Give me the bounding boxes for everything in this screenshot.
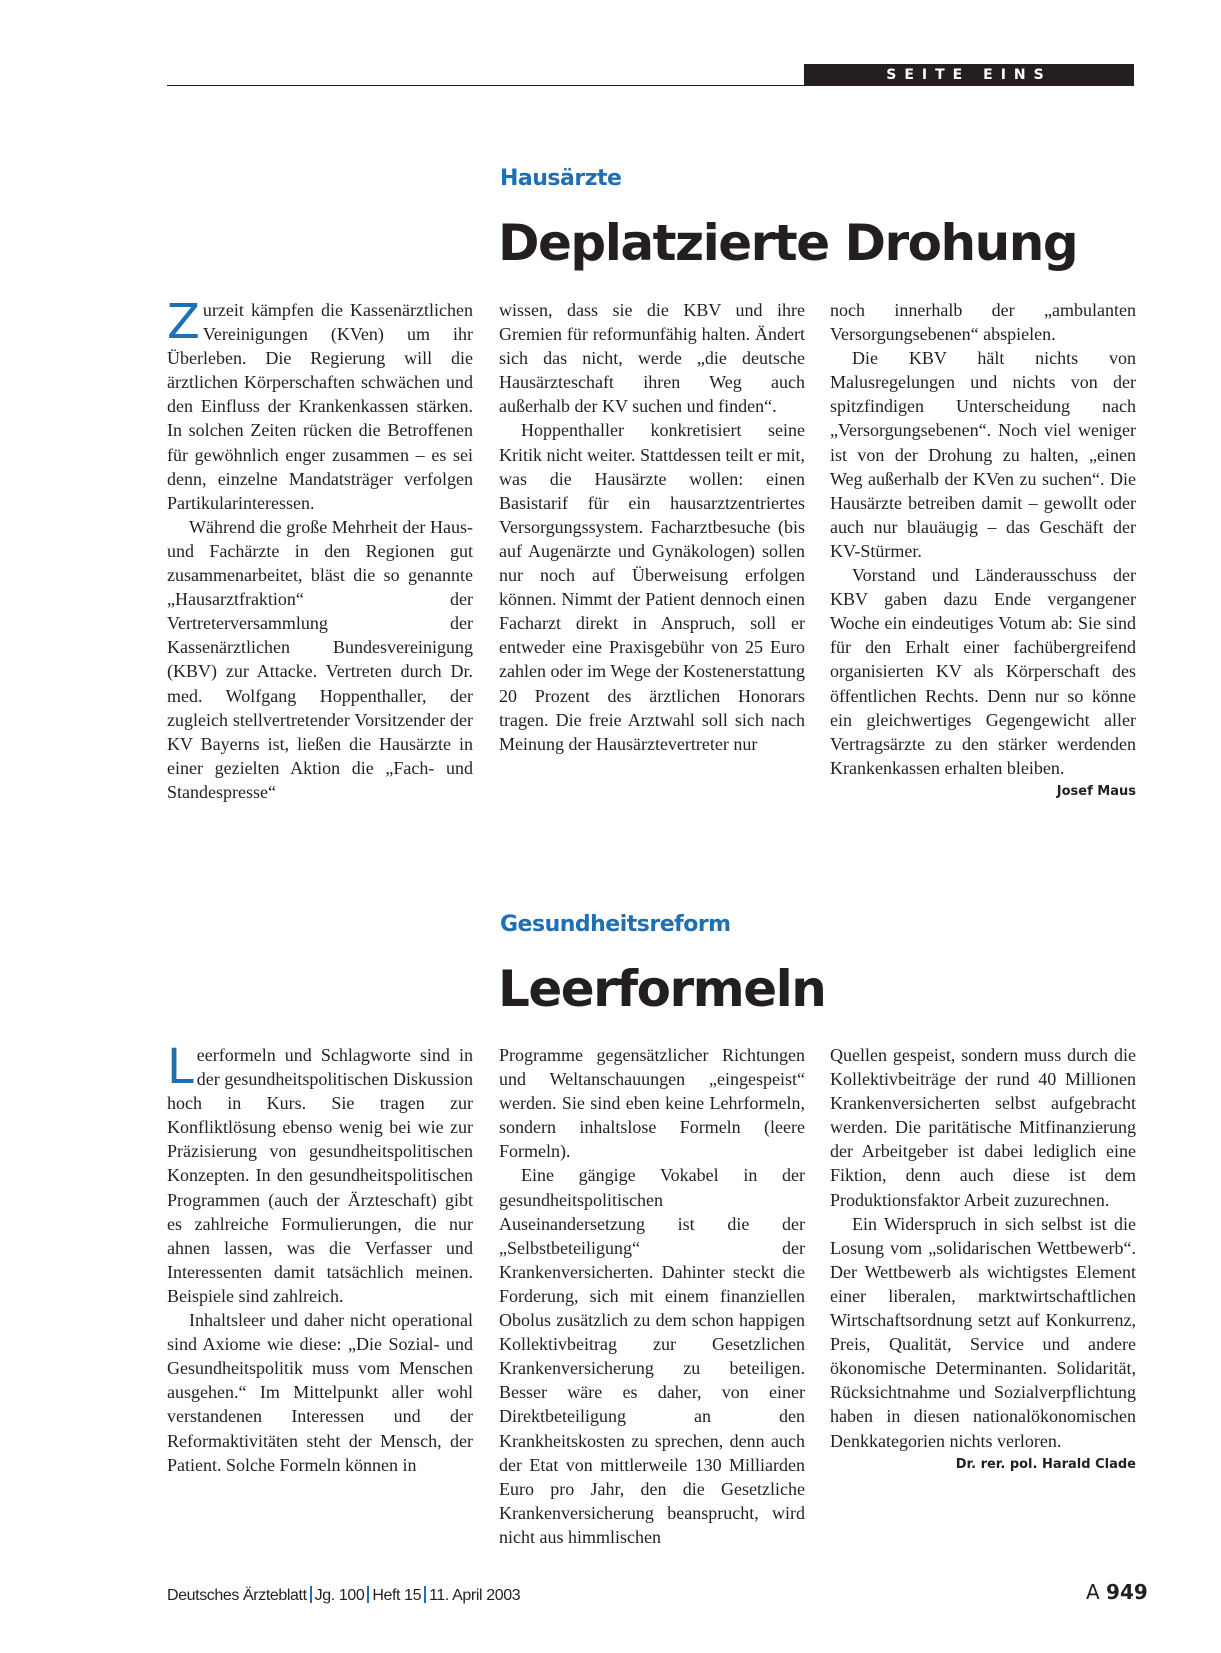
article2-col1-para2: Inhaltsleer und daher nicht operational sind Axiome wie diese: „Die Sozial- und Gesundheitspolitik muss vom Menschen ausgehen.“ Im Mittelpunkt aller wohl verstandenen Interessen und der Reformaktivitäten steht der Mensch, der Patient. Solche Formeln können in	[167, 1310, 473, 1475]
article2-dropcap: L	[167, 1039, 194, 1095]
article2-col1-para1: eerformeln und Schlagworte sind in der gesundheitspolitischen Diskussion hoch in Kurs. Sie tragen zur Konfliktlösung ebenso wenig bei wie zur Präzisierung von gesundheitspolitischen Konzepten. In den gesundheitspolitischen Programmen (auch der Ärzteschaft) gibt es zahlreiche Formulierungen, die nur ahnen lassen, was die Verfasser und Interessenten damit tatsächlich meinen. Beispiele sind zahlreich.	[167, 1045, 473, 1306]
article2-col2-para2: Eine gängige Vokabel in der gesundheitspolitischen Auseinandersetzung ist die der „Selbstbeteiligung“ der Krankenversicherten. Dahinter steckt die Forderung, sich mit einem finanziellen Obolus zusätzlich zu dem schon happigen Kollektivbeitrag zur Gesetzlichen Krankenversicherung zu beteiligen. Besser wäre es daher, von einer Direktbeteiligung an den Krankheitskosten zu sprechen, denn auch der Etat von mittlerweile 130 Milliarden Euro pro Jahr, den die Gesetzliche Krankenversicherung beansprucht, wird nicht aus himmlischen	[499, 1165, 805, 1547]
article2-column-1	[167, 1039, 473, 1477]
article1-col2-para1: wissen, dass sie die KBV und ihre Gremien für reformunfähig halten. Ändert sich das nicht, werde „die deutsche Hausärzteschaft ihren Weg auch außerhalb der KV suchen und finden“.	[499, 300, 805, 417]
article1-kicker: Hausärzte	[500, 166, 622, 191]
article1-headline: Deplatzierte Drohung	[498, 214, 1078, 272]
article2-column-2	[499, 1043, 805, 1549]
article2-kicker: Gesundheitsreform	[500, 912, 731, 937]
article1-column-3	[830, 298, 1136, 804]
article2-author: Dr. rer. pol. Harald Clade	[955, 1456, 1136, 1472]
article1-column-1	[167, 294, 473, 804]
footer-journal: Deutsches Ärzteblatt	[167, 1587, 307, 1604]
page-number-value: 949	[1106, 1580, 1148, 1604]
article1-column-2	[499, 298, 805, 756]
article2-headline: Leerformeln	[498, 960, 826, 1018]
article2-column-3	[830, 1043, 1136, 1477]
footer-separator	[367, 1586, 369, 1603]
page-prefix: A	[1086, 1580, 1100, 1604]
article2-col3-para2: Ein Widerspruch in sich selbst ist die Losung vom „solidarischen Wettbewerb“. Der Wettbewerb als wichtigstes Element einer liberalen, marktwirtschaftlichen Wirtschaftsordnung setzt auf Konkurrenz, Preis, Qualität, Service und andere ökonomische Determinanten. Solidarität, Rücksichtnahme und Sozialverpflichtung haben in diesen nationalökonomischen Denkkategorien nichts verloren.	[830, 1213, 1136, 1451]
article1-author: Josef Maus	[1056, 783, 1136, 799]
footer-issue: Heft 15	[372, 1587, 422, 1604]
article2-col2-para1: Programme gegensätzlicher Richtungen und Weltanschauungen „eingespeist“ werden. Sie sind eben keine Lehrformeln, sondern inhaltslose Formeln (leere Formeln).	[499, 1045, 805, 1162]
article2-col3-para1: Quellen gespeist, sondern muss durch die Kollektivbeiträge der rund 40 Millionen Krankenversicherten selbst aufgebracht werden. Die paritätische Mitfinanzierung der Arbeitgeber ist dabei lediglich eine Fiktion, denn auch diese ist dem Produktionsfaktor Arbeit zuzurechnen.	[830, 1045, 1136, 1210]
article1-dropcap: Z	[167, 294, 200, 350]
footer-volume: Jg. 100	[314, 1587, 365, 1604]
article1-col3-para2: Die KBV hält nichts von Malusregelungen und nichts von der spitzfindigen Unterscheidung nach „Versorgungsebenen“. Noch viel weniger ist von der Drohung zu halten, „einen Weg außerhalb der KVen zu suchen“. Die Hausärzte betreiben damit – gewollt oder auch nur blauäugig – das Geschäft der KV-Stürmer.	[830, 348, 1136, 561]
footer-date: 11. April 2003	[429, 1587, 521, 1604]
article1-col1-para2: Während die große Mehrheit der Haus- und Fachärzte in den Regionen gut zusammenarbeitet, bläst die so genannte „Hausarztfraktion“ der Vertreterversammlung der Kassenärztlichen Bundesvereinigung (KBV) zur Attacke. Vertreten durch Dr. med. Wolfgang Hoppenthaller, der zugleich stellvertretender Vorsitzender der KV Bayerns ist, ließen die Hausärzte in einer gezielten Aktion die „Fach- und Standespresse“	[167, 516, 473, 802]
article1-col3-para3: Vorstand und Länderausschuss der KBV gaben dazu Ende vergangener Woche ein eindeutiges Votum ab: Sie sind für den Erhalt einer fachübergreifend organisierten KV als Körperschaft des öffentlichen Rechts. Denn nur so könne ein gleichwertiges Gegengewicht aller Vertragsärzte zu den stärker werdenden Krankenkassen erhalten bleiben.	[830, 565, 1136, 778]
article1-col3-para1: noch innerhalb der „ambulanten Versorgungsebenen“ abspielen.	[830, 300, 1136, 345]
article1-col1-para1: urzeit kämpfen die Kassenärztlichen Vereinigungen (KVen) um ihr Überleben. Die Regierung will die ärztlichen Körperschaften schwächen und den Einfluss der Krankenkassen stärken. In solchen Zeiten rücken die Betroffenen für gewöhnlich enger zusammen – es sei denn, einzelne Mandatsträger verfolgen Partikularinteressen.	[167, 300, 473, 513]
footer-separator	[310, 1586, 312, 1603]
section-tag: SEITE EINS	[804, 64, 1134, 86]
page-number	[1086, 1580, 1148, 1604]
footer-citation	[167, 1586, 520, 1605]
article1-col2-para2: Hoppenthaller konkretisiert seine Kritik nicht weiter. Stattdessen teilt er mit, was die Hausärzte wollen: einen Basistarif für ein hausarztzentriertes Versorgungssystem. Facharztbesuche (bis auf Augenärzte und Gynäkologen) sollen nur noch auf Überweisung erfolgen können. Nimmt der Patient dennoch einen Facharzt direkt in Anspruch, soll er entweder eine Praxisgebühr von 25 Euro zahlen oder im Wege der Kostenerstattung 20 Prozent des ärztlichen Honorars tragen. Die freie Arztwahl soll sich nach Meinung der Hausärztevertreter nur	[499, 420, 805, 754]
footer-separator	[424, 1586, 426, 1603]
